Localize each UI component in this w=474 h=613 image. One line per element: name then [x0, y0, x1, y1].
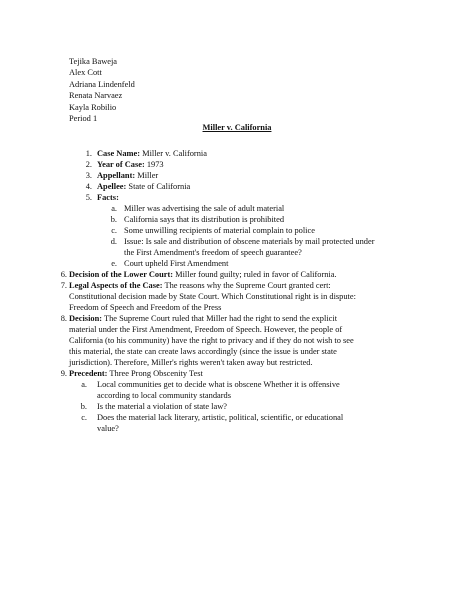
item-text: Miller: [135, 171, 159, 180]
subitem-text: Is the material a violation of state law?: [97, 402, 227, 411]
subitem-letter: c.: [111, 226, 117, 235]
precedent-subitem: [0, 380, 474, 391]
item-text: this material, the state can create laws accordingly (since the issue is under state: [69, 347, 337, 356]
subitem-text: the First Amendment's freedom of speech guarantee?: [124, 248, 302, 257]
item-number: 4.: [85, 182, 92, 191]
list-item-decision: [0, 314, 474, 325]
item-continued: [0, 336, 474, 347]
item-number: 6.: [60, 270, 67, 279]
item-text: Three Prong Obscenity Test: [107, 369, 203, 378]
precedent-subitem-continued: [0, 424, 474, 435]
item-text: California (to his community) have the right to privacy and if they do not wish to see: [69, 336, 354, 345]
subitem-letter: e.: [111, 259, 117, 268]
subitem-letter: c.: [81, 413, 87, 422]
subitem-letter: a.: [111, 204, 117, 213]
subitem-text: Issue: Is sale and distribution of obscene materials by mail protected under: [124, 237, 375, 246]
list-item-case-name: [0, 149, 474, 160]
subitem-text: Local communities get to decide what is obscene Whether it is offensive: [97, 380, 340, 389]
item-number: 3.: [85, 171, 92, 180]
subitem-text: Does the material lack literary, artistic, political, scientific, or educational: [97, 413, 344, 422]
item-number: 8.: [60, 314, 67, 323]
subitem-text: Some unwilling recipients of material complain to police: [124, 226, 315, 235]
item-label: Apellee:: [97, 182, 127, 191]
student-name: Alex Cott: [69, 68, 102, 78]
item-label: Legal Aspects of the Case:: [69, 281, 163, 290]
student-name: Kayla Robilio: [69, 102, 117, 112]
precedent-subitem: [0, 413, 474, 424]
item-text: State of California: [126, 182, 191, 191]
item-text: Constitutional decision made by State Court. Which Constitutional right is in dispute:: [69, 292, 356, 301]
facts-subitem-continued: [0, 248, 474, 259]
item-label: Case Name:: [97, 149, 141, 158]
subitem-letter: b.: [110, 215, 117, 224]
subitem-letter: b.: [80, 402, 87, 411]
item-text: 1973: [144, 160, 164, 169]
item-label: Decision:: [69, 314, 103, 323]
item-continued: [0, 303, 474, 314]
student-name: Adriana Lindenfeld: [69, 79, 135, 89]
facts-subitem: [0, 226, 474, 237]
facts-subitem: [0, 215, 474, 226]
item-continued: [0, 292, 474, 303]
item-continued: [0, 325, 474, 336]
item-text: Miller found guilty; ruled in favor of California.: [173, 270, 337, 279]
item-label: Decision of the Lower Court:: [69, 270, 174, 279]
item-label: Facts:: [97, 193, 119, 202]
item-text: Freedom of Speech and Freedom of the Press: [69, 303, 222, 312]
precedent-subitem-continued: [0, 391, 474, 402]
item-text: The reasons why the Supreme Court granted cert:: [162, 281, 331, 290]
item-text: material under the First Amendment, Freedom of Speech. However, the people of: [69, 325, 343, 334]
document-title: Miller v. California: [202, 123, 272, 132]
item-label: Appellant:: [97, 171, 136, 180]
facts-subitem: [0, 259, 474, 270]
case-brief-list: [0, 149, 474, 435]
list-item-appellant: [0, 171, 474, 182]
item-continued: [0, 347, 474, 358]
subitem-text: value?: [97, 424, 119, 433]
list-item-year: [0, 160, 474, 171]
precedent-subitem: [0, 402, 474, 413]
subitem-text: according to local community standards: [97, 391, 231, 400]
list-item-legal-aspects: [0, 281, 474, 292]
item-label: Year of Case:: [97, 160, 145, 169]
facts-subitem: [0, 237, 474, 248]
student-header: [69, 57, 135, 125]
list-item-apellee: [0, 182, 474, 193]
subitem-letter: d.: [110, 237, 117, 246]
facts-subitem: [0, 204, 474, 215]
student-name: Renata Narvaez: [69, 91, 123, 101]
list-item-facts: [0, 193, 474, 204]
subitem-text: Court upheld First Amendment: [124, 259, 229, 268]
item-text: The Supreme Court ruled that Miller had the right to send the explicit: [102, 314, 338, 323]
item-text: Miller v. California: [140, 149, 207, 158]
item-continued: [0, 358, 474, 369]
item-text: jurisdiction). Therefore, Miller's rights weren't taken away but restricted.: [69, 358, 313, 367]
class-period: Period 1: [69, 113, 98, 123]
item-number: 5.: [85, 193, 92, 202]
item-number: 7.: [60, 281, 67, 290]
subitem-text: California says that its distribution is prohibited: [124, 215, 285, 224]
item-number: 2.: [85, 160, 92, 169]
item-label: Precedent:: [69, 369, 108, 378]
item-number: 9.: [60, 369, 67, 378]
subitem-text: Miller was advertising the sale of adult material: [124, 204, 285, 213]
student-name: Tejika Baweja: [69, 57, 118, 66]
list-item-precedent: [0, 369, 474, 380]
list-item-lower-court: [0, 270, 474, 281]
item-number: 1.: [85, 149, 92, 158]
subitem-letter: a.: [81, 380, 87, 389]
